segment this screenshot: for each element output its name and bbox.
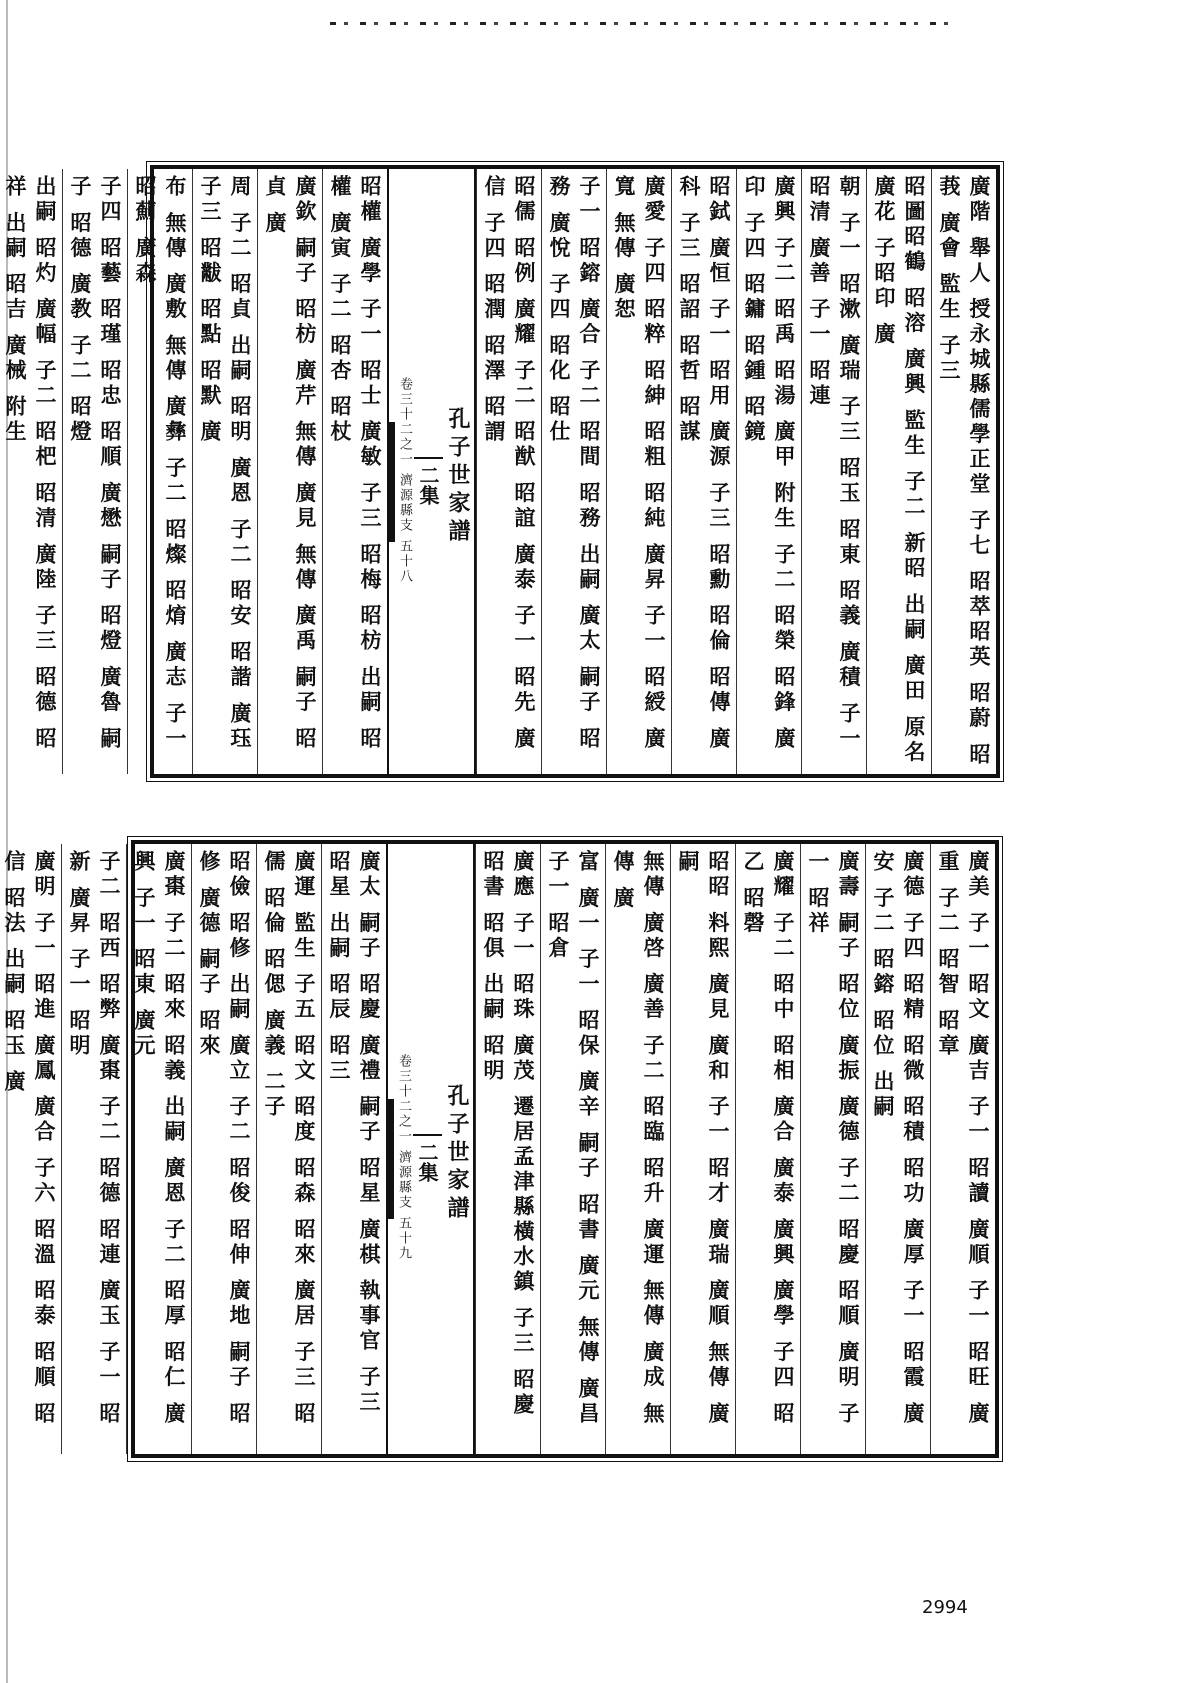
entry-column: 子一 昭鎔 廣合 子二 昭間 昭務 出嗣 廣太 嗣子 昭務 廣悅 子四 昭化 昭仕 (541, 169, 606, 774)
entry-column: 廣興 子二 昭禹 昭湯 廣甲 附生 子二 昭榮 昭鋒 廣印 子四 昭鏞 昭鍾 昭鏡 (736, 169, 801, 774)
genealogy-panel-lower (2, 840, 999, 1458)
entry-column: 子四 昭藝 昭瑾 昭忠 昭順 廣懋 嗣子 昭燈 廣魯 嗣子 昭德 廣教 子二 昭燈 (62, 169, 127, 774)
entry-column: 出嗣 昭灼 廣幅 子二 昭杷 昭清 廣陸 子三 昭德 昭祥 出嗣 昭吉 廣械 附生 (0, 169, 62, 774)
entry-column: 昭昭 料熙 廣見 廣和 子一 昭才 廣瑞 廣順 無傳 廣嗣 (670, 844, 735, 1454)
genealogy-panel-upper (3, 165, 1000, 778)
entry-column: 昭儉 昭修 出嗣 廣立 子二 昭俊 昭伸 廣地 嗣子 昭修 廣德 嗣子 昭來 (191, 844, 256, 1454)
entry-column: 昭儒 昭例 廣耀 子二 昭猷 昭誼 廣泰 子一 昭先 廣信 子四 昭潤 昭澤 昭謂 (476, 169, 541, 774)
entry-column: 廣太 嗣子 昭慶 廣禮 嗣子 昭星 廣棋 執事官 子三 昭星 出嗣 昭辰 昭三 (321, 844, 386, 1454)
book-title: 孔子世家譜 (444, 1084, 470, 1224)
volume-label: 二集 (413, 1134, 442, 1182)
entry-column: 廣運 監生 子五 昭文 昭度 昭森 昭來 廣居 子三 昭儒 昭倫 昭偲 廣義 二子 (256, 844, 321, 1454)
entry-column: 昭圖昭鶴 昭溶 廣興 監生 子二 新昭 出嗣 廣田 原名 廣花 子昭印 廣 (866, 169, 931, 774)
entry-column: 昭權 廣學 子一 昭士 廣敏 子三 昭梅 昭枋 出嗣 昭權 廣寅 子二 昭杏 昭杖 (322, 169, 387, 774)
entry-column: 廣耀 子二 昭中 昭相 廣合 廣泰 廣興 廣學 子四 昭乙 昭磬 (735, 844, 800, 1454)
entry-column: 廣壽 嗣子 昭位 廣振 廣德 子二 昭慶 昭順 廣明 子一 昭祥 (800, 844, 865, 1454)
book-title: 孔子世家譜 (445, 406, 471, 547)
entry-column: 昭鉽 廣恒 子一 昭用 廣源 子三 昭勳 昭倫 昭傳 廣科 子三 昭詔 昭哲 昭謀 (671, 169, 736, 774)
header-bar (389, 422, 395, 542)
page-number: 2994 (922, 1597, 968, 1618)
page-header-column (387, 169, 476, 774)
section-label: 卷三十二之一 濟源縣支 五十九 (396, 1054, 411, 1262)
header-bar (388, 1099, 394, 1219)
entry-column: 廣美 子一 昭文 廣吉 子一 昭讀 廣順 子一 昭旺 廣重 子二 昭智 昭章 (930, 844, 995, 1454)
entry-column: 廣應 子一 昭珠 廣茂 遷居孟津縣橫水鎮 子三 昭慶 昭書 昭俱 出嗣 昭明 (475, 844, 540, 1454)
entry-column: 廣德 子四 昭精 昭微 昭積 昭功 廣厚 子一 昭霞 廣安 子二 昭鎔 昭位 出嗣 (865, 844, 930, 1454)
entry-column: 廣欽 嗣子 昭枋 廣芹 無傳 廣見 無傳 廣禹 嗣子 昭貞 廣 (257, 169, 322, 774)
entry-column: 周 子二 昭貞 出嗣 昭明 廣恩 子二 昭安 昭諧 廣珏 子三 昭黻 昭點 昭默 廣 (192, 169, 257, 774)
entry-column: 無傳 廣啓 廣善 子二 昭臨 昭升 廣運 無傳 廣成 無傳 廣 (605, 844, 670, 1454)
entry-column: 富 廣一 子一 昭保 廣辛 嗣子 昭書 廣元 無傳 廣昌 子一 昭倉 (540, 844, 605, 1454)
volume-label: 二集 (414, 457, 443, 505)
top-decorative-rule (330, 10, 950, 18)
entry-column: 子二 昭西 昭弊 廣棗 子二 昭德 昭連 廣玉 子一 昭新 廣昇 子一 昭明 (61, 844, 126, 1454)
entry-column: 廣階 舉人 授永城縣儒學正堂 子七 昭萃昭英 昭蔚 昭莪 廣會 監生 子三 (931, 169, 996, 774)
page-header-column (386, 844, 475, 1454)
section-label: 卷三十二之一 濟源縣支 五十八 (397, 376, 412, 585)
entry-column: 廣愛 子四 昭粹 昭紳 昭粗 昭純 廣昇 子一 昭綬 廣寬 無傳 廣恕 (606, 169, 671, 774)
entry-column: 布 無傳 廣敷 無傳 廣彝 子二 昭燦 昭焴 廣志 子一 昭薊 廣森 (127, 169, 192, 774)
entry-column: 廣明 子一 昭進 廣鳳 廣合 子六 昭溫 昭泰 昭順 昭信 昭法 出嗣 昭玉 廣 (0, 844, 61, 1454)
entry-column: 廣棗 子二 昭來 昭義 出嗣 廣恩 子二 昭厚 昭仁 廣興 子一 昭東 廣元 (126, 844, 191, 1454)
entry-column: 朝 子一 昭漱 廣瑞 子三 昭玉 昭東 昭義 廣積 子一 昭清 廣善 子一 昭連 (801, 169, 866, 774)
